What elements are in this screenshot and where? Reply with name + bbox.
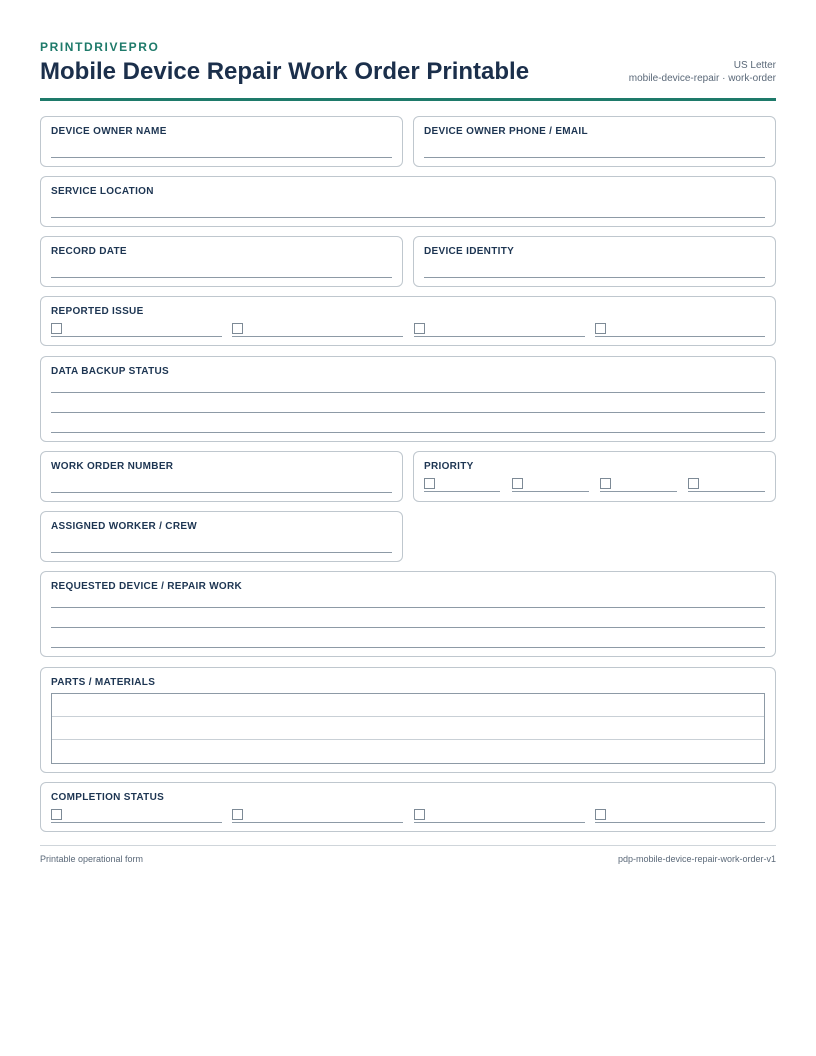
checkbox[interactable] xyxy=(595,809,606,820)
checkbox[interactable] xyxy=(424,478,435,489)
parts-table xyxy=(51,693,765,764)
checkbox[interactable] xyxy=(414,809,425,820)
work-order-number-input-line[interactable] xyxy=(51,492,392,493)
service-location-field xyxy=(40,176,776,227)
priority-label: PRIORITY xyxy=(424,461,474,472)
table-row[interactable] xyxy=(52,740,764,763)
data-backup-status-field xyxy=(40,356,776,442)
checkbox[interactable] xyxy=(232,809,243,820)
priority-option[interactable] xyxy=(688,478,765,492)
completion-status-option[interactable] xyxy=(595,809,765,823)
checkbox[interactable] xyxy=(51,809,62,820)
writing-line[interactable] xyxy=(51,412,765,413)
form-page xyxy=(40,40,776,101)
page-title: Mobile Device Repair Work Order Printable xyxy=(40,58,530,85)
reported-issue-option[interactable] xyxy=(51,323,222,337)
record-date-input-line[interactable] xyxy=(51,277,392,278)
service-location-input-line[interactable] xyxy=(51,217,765,218)
owner-name-label: DEVICE OWNER NAME xyxy=(51,126,167,137)
data-backup-status-label: DATA BACKUP STATUS xyxy=(51,366,169,377)
page-footer xyxy=(40,845,776,864)
form-header xyxy=(40,40,776,101)
form-meta xyxy=(629,59,776,85)
checkbox[interactable] xyxy=(600,478,611,489)
checkbox[interactable] xyxy=(232,323,243,334)
completion-status-option[interactable] xyxy=(232,809,403,823)
checkbox[interactable] xyxy=(688,478,699,489)
requested-work-label: REQUESTED DEVICE / REPAIR WORK xyxy=(51,581,243,592)
assigned-worker-field xyxy=(40,511,403,562)
reported-issue-label: REPORTED ISSUE xyxy=(51,306,144,317)
table-row[interactable] xyxy=(52,694,764,717)
table-row[interactable] xyxy=(52,717,764,740)
device-identity-label: DEVICE IDENTITY xyxy=(424,246,515,257)
checkbox[interactable] xyxy=(512,478,523,489)
parts-materials-label: PARTS / MATERIALS xyxy=(51,677,156,688)
assigned-worker-label: ASSIGNED WORKER / CREW xyxy=(51,521,198,532)
owner-contact-input-line[interactable] xyxy=(424,157,765,158)
assigned-worker-input-line[interactable] xyxy=(51,552,392,553)
writing-line[interactable] xyxy=(51,432,765,433)
writing-line[interactable] xyxy=(51,627,765,628)
completion-status-option[interactable] xyxy=(51,809,222,823)
reported-issue-option[interactable] xyxy=(232,323,403,337)
checkbox[interactable] xyxy=(51,323,62,334)
owner-name-field xyxy=(40,116,403,167)
service-location-label: SERVICE LOCATION xyxy=(51,186,154,197)
priority-field xyxy=(413,451,776,502)
owner-contact-field xyxy=(413,116,776,167)
device-identity-field xyxy=(413,236,776,287)
form-code: pdp-mobile-device-repair-work-order-v1 xyxy=(617,854,776,864)
parts-materials-field xyxy=(40,667,776,773)
work-order-number-field xyxy=(40,451,403,502)
reported-issue-field xyxy=(40,296,776,346)
reported-issue-option[interactable] xyxy=(595,323,765,337)
work-order-number-label: WORK ORDER NUMBER xyxy=(51,461,174,472)
writing-line[interactable] xyxy=(51,392,765,393)
record-date-label: RECORD DATE xyxy=(51,246,127,257)
form-tags: mobile-device-repair · work-order xyxy=(628,73,776,84)
priority-option[interactable] xyxy=(424,478,500,492)
priority-option[interactable] xyxy=(512,478,589,492)
completion-status-label: COMPLETION STATUS xyxy=(51,792,165,803)
writing-line[interactable] xyxy=(51,647,765,648)
writing-line[interactable] xyxy=(51,607,765,608)
owner-contact-label: DEVICE OWNER PHONE / EMAIL xyxy=(424,126,588,137)
completion-status-option[interactable] xyxy=(414,809,585,823)
paper-size: US Letter xyxy=(733,60,776,71)
priority-option[interactable] xyxy=(600,478,677,492)
device-identity-input-line[interactable] xyxy=(424,277,765,278)
brand-name: PRINTDRIVEPRO xyxy=(40,40,160,54)
completion-status-field xyxy=(40,782,776,832)
checkbox[interactable] xyxy=(595,323,606,334)
requested-work-field xyxy=(40,571,776,657)
checkbox[interactable] xyxy=(414,323,425,334)
record-date-field xyxy=(40,236,403,287)
footer-description: Printable operational form xyxy=(40,854,144,864)
reported-issue-option[interactable] xyxy=(414,323,585,337)
owner-name-input-line[interactable] xyxy=(51,157,392,158)
